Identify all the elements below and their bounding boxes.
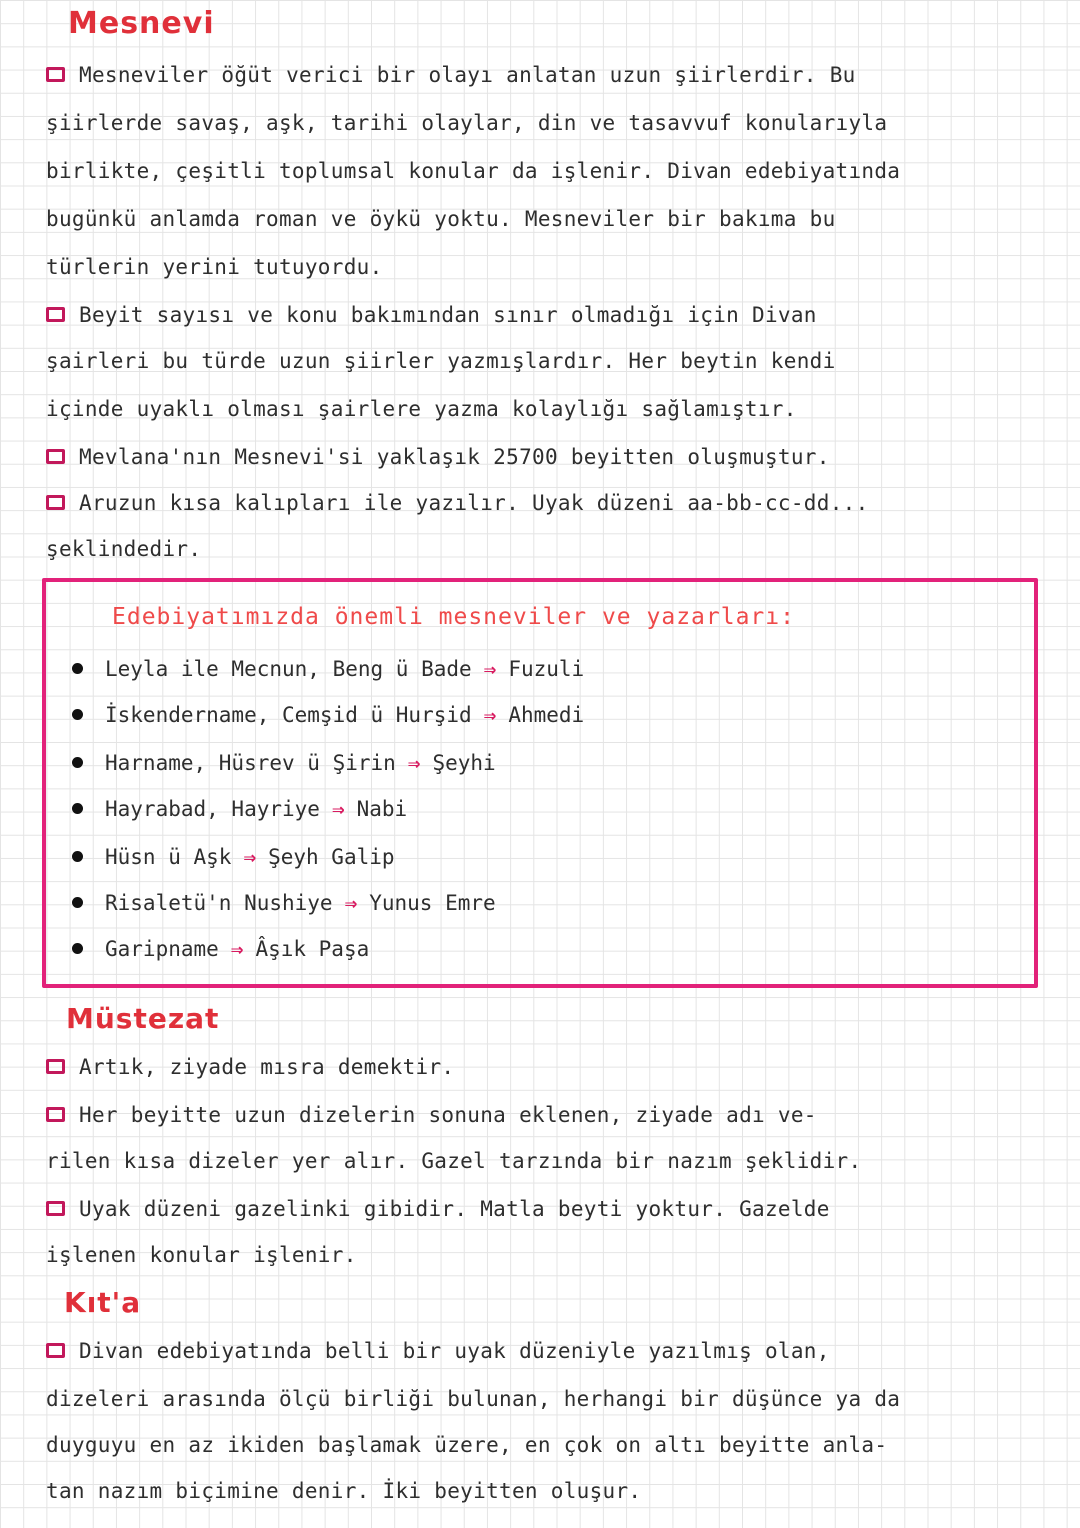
mustezat-p3-line1: Uyak düzeni gazelinki gibidir. Matla beyti yoktur. Gazelde: [46, 1194, 830, 1224]
checkbox-bullet-icon: [46, 307, 65, 322]
mustezat-heading: Müstezat: [66, 1002, 220, 1035]
mustezat-p2-line1: Her beyitte uzun dizelerin sonuna eklenen, ziyade adı ve-: [46, 1100, 817, 1130]
mesnevi-list-item: İskendername, Cemşid ü Hurşid ⇒ Ahmedi: [72, 700, 584, 730]
checkbox-bullet-icon: [46, 1343, 65, 1358]
double-arrow-icon: ⇒: [243, 845, 257, 869]
bullet-dot-icon: [72, 803, 83, 814]
checkbox-bullet-icon: [46, 449, 65, 464]
mesnevi-list-item: Risaletü'n Nushiye ⇒ Yunus Emre: [72, 888, 496, 918]
checkbox-bullet-icon: [46, 1201, 65, 1216]
mustezat-p2-line2: rilen kısa dizeler yer alır. Gazel tarzında bir nazım şeklidir.: [46, 1149, 862, 1173]
important-mesnevis-box: [42, 578, 1038, 988]
double-arrow-icon: ⇒: [483, 703, 497, 727]
mustezat-p3-line2: işlenen konular işlenir.: [46, 1243, 357, 1267]
mesnevi-p1-line1: Mesneviler öğüt verici bir olayı anlatan uzun şiirlerdir. Bu: [46, 60, 1006, 90]
mesnevi-p2-line1: Beyit sayısı ve konu bakımından sınır olmadığı için Divan: [46, 300, 817, 330]
mesnevi-p1-line3: birlikte, çeşitli toplumsal konular da işlenir. Divan edebiyatında: [46, 159, 901, 183]
mustezat-p1-line1: Artık, ziyade mısra demektir.: [46, 1052, 454, 1082]
checkbox-bullet-icon: [46, 1059, 65, 1074]
kita-p1-line4: tan nazım biçimine denir. İki beyitten oluşur.: [46, 1479, 642, 1503]
mesnevi-p2-line3: içinde uyaklı olması şairlere yazma kolaylığı sağlamıştır.: [46, 397, 797, 421]
mesnevi-p1-line2: şiirlerde savaş, aşk, tarihi olaylar, din ve tasavvuf konularıyla: [46, 111, 888, 135]
bullet-dot-icon: [72, 709, 83, 720]
mesnevi-heading: Mesnevi: [68, 6, 215, 41]
checkbox-bullet-icon: [46, 495, 65, 510]
mesnevi-p4-line2: şeklindedir.: [46, 537, 202, 561]
kita-p1-line1: Divan edebiyatında belli bir uyak düzeniyle yazılmış olan,: [46, 1336, 830, 1366]
mesnevi-list-item: Harname, Hüsrev ü Şirin ⇒ Şeyhi: [72, 748, 496, 778]
double-arrow-icon: ⇒: [344, 891, 358, 915]
mesnevi-list-item: Garipname ⇒ Âşık Paşa: [72, 934, 369, 964]
mesnevi-list-item: Leyla ile Mecnun, Beng ü Bade ⇒ Fuzuli: [72, 654, 584, 684]
mesnevi-list-item: Hüsn ü Aşk ⇒ Şeyh Galip: [72, 842, 395, 872]
bullet-dot-icon: [72, 663, 83, 674]
mesnevi-p4-line1: Aruzun kısa kalıpları ile yazılır. Uyak düzeni aa-bb-cc-dd...: [46, 488, 869, 518]
bullet-dot-icon: [72, 943, 83, 954]
bullet-dot-icon: [72, 851, 83, 862]
double-arrow-icon: ⇒: [483, 657, 497, 681]
double-arrow-icon: ⇒: [407, 751, 421, 775]
bullet-dot-icon: [72, 757, 83, 768]
kita-heading: Kıt'a: [64, 1286, 142, 1319]
checkbox-bullet-icon: [46, 1107, 65, 1122]
mesnevi-p3-line1: Mevlana'nın Mesnevi'si yaklaşık 25700 beyitten oluşmuştur.: [46, 442, 830, 472]
kita-p1-line3: duyguyu en az ikiden başlamak üzere, en çok on altı beyitte anla-: [46, 1433, 888, 1457]
mesnevi-p2-line2: şairleri bu türde uzun şiirler yazmışlardır. Her beytin kendi: [46, 349, 836, 373]
mesnevi-p1-line5: türlerin yerini tutuyordu.: [46, 255, 383, 279]
kita-p1-line2: dizeleri arasında ölçü birliği bulunan, herhangi bir düşünce ya da: [46, 1387, 901, 1411]
double-arrow-icon: ⇒: [331, 797, 345, 821]
double-arrow-icon: ⇒: [230, 937, 244, 961]
mesnevi-list-item: Hayrabad, Hayriye ⇒ Nabi: [72, 794, 407, 824]
checkbox-bullet-icon: [46, 67, 65, 82]
bullet-dot-icon: [72, 897, 83, 908]
important-mesnevis-title: Edebiyatımızda önemli mesneviler ve yazarları:: [112, 604, 795, 630]
mesnevi-p1-line4: bugünkü anlamda roman ve öykü yoktu. Mesneviler bir bakıma bu: [46, 207, 836, 231]
